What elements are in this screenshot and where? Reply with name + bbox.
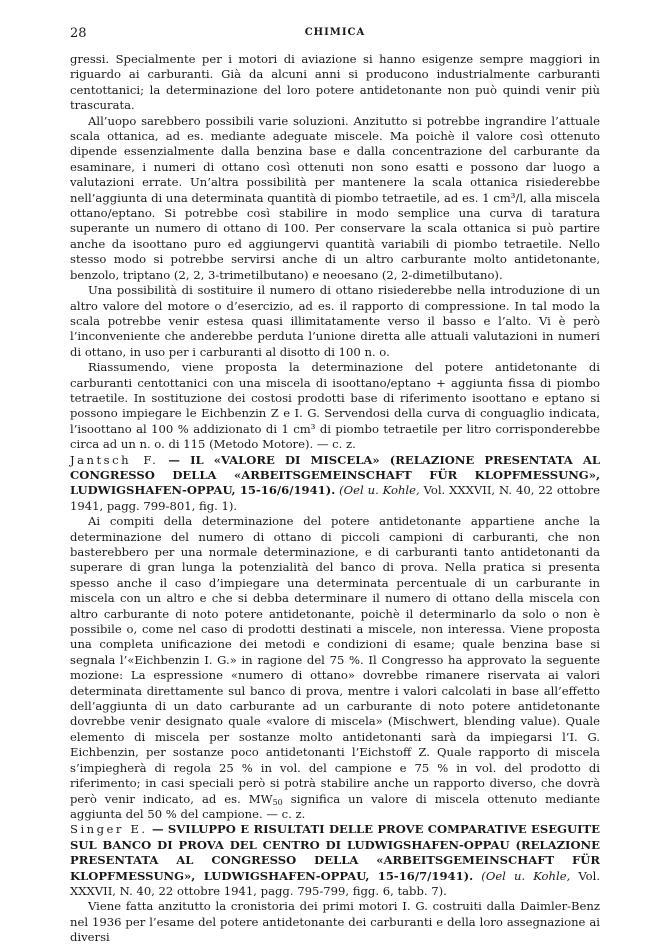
- paragraph: Una possibilità di sostituire il numero di ottano risiederebbe nella introduzione di un altro valore del motore o d’esercizio, ad es. il rapporto di compressione. In tal modo la scala potrebbe venir estesa quasi illimitatamente verso il basso e l’alto. Vi è però l’inconveniente che anderebbe perduta l’unione diretta alle attuali valutazioni in numeri di ottano, in uso per i carburanti al disotto di 100 n. o.: [70, 283, 600, 359]
- subscript: 50: [272, 797, 283, 807]
- page-number: 28: [70, 26, 87, 41]
- entry-author: Singer E.: [70, 822, 148, 837]
- entry-author: Jantsch F.: [70, 452, 159, 467]
- abstract-text: significa un valore di miscela ottenuto mediante aggiunta del 50 % del campione. — c. z.: [70, 791, 600, 821]
- abstract-text: Ai compiti della determinazione del potere antidetonante appartiene anche la determinazione del numero di ottano di piccoli campioni di carburanti, che non basterebbero per una normale determinazione, e di carburanti tanto antidetonanti da superare di gran lunga la potenzialità del banco di prova. Nella pratica si presenta spesso anche il caso d’impiegare una determinata percentuale di un carburante in miscela con un altro e che si debba determinare il numero di ottano della miscela con altro carburante di noto potere antidetonante, poichè il determinarlo da solo o non è possibile o, come nel caso di prodotti destinati a miscele, non interessa. Viene proposta una completa unificazione dei metodi e condizioni di esame; quale benzina base si segnala l’«Eichbenzin I. G.» in ragione del 75 %. Il Congresso ha approvato la seguente mozione: La espressione «numero di ottano» dovrebbe rimanere riservata ai valori determinata direttamente sul banco di prova, mentre i valori calcolati in base all’effetto dell’aggiunta di un dato carburante ad un carburante di noto potere antidetonante dovrebbe venir designato quale «valore di miscela» (Mischwert, blending value). Quale elemento di miscela per sostanze molto antidetonanti sarà da impiegarsi l’I. G. Eichbenzin, per sostanze poco antidetonanti l’Eichstoff Z. Quale rapporto di miscela s’impiegherà di regola 25 % in vol. del campione e 75 % in vol. del prodotto di riferimento; in casi speciali però si potrà stabilire anche un rapporto diverso, che dovrà però venir indicato, ad es. MW: [70, 514, 600, 806]
- entry-journal: (Oel u. Kohle,: [481, 868, 571, 883]
- paragraph: All’uopo sarebbero possibili varie soluzioni. Anzitutto si potrebbe ingrandire l’attuale scala ottanica, ad es. mediante adeguate miscele. Ma poichè il valore così ottenuto dipende essenzialmente dalla benzina base e dalla concentrazione del carburante da esaminare, i numeri di ottano così ottenuti non sono esatti e possono dar luogo a valutazioni errate. Un’altra possibilità per mantenere la scala ottanica risiederebbe nell’aggiunta di una determinata quantità di piombo tetraetile, ad es. 1 cm³/l, alla miscela ottano/eptano. Si potrebbe così stabilire in modo semplice una curva di taratura superante un numero di ottano di 100. Per conservare la scala ottanica si può partire anche da isoottano puro ed aggiungervi quantità variabili di piombo tetraetile. Nello stesso modo si potrebbe servirsi anche di un altro carburante molto antidetonante, benzolo, triptano (2, 2, 3-trimetilbutano) e neoesano (2, 2-dimetilbutano).: [70, 113, 600, 282]
- paragraph: Riassumendo, viene proposta la determinazione del potere antidetonante di carburanti centottanici con una miscela di isoottano/eptano + aggiunta fissa di piombo tetraetile. In sostituzione dei costosi prodotti base di riferimento isoottano e eptano si possono impiegare le Eichbenzin Z e I. G. Servendosi della curva di conguaglio indicata, l’isoottano al 100 % addizionato di 1 cm³ di piombo tetraetile per litro corrisponderebbe circa ad un n. o. di 115 (Metodo Motore). — c. z.: [70, 360, 600, 452]
- abstract-singer: Viene fatta anzitutto la cronistoria dei primi motori I. G. costruiti dalla Daimler-Benz nel 1936 per l’esame del potere antidetonante dei carburanti e della loro assegnazione ai diversi: [70, 899, 600, 945]
- entry-title: — IL «VALORE DI MISCELA» (RELAZIONE PRESENTATA AL CONGRESSO DELLA «ARBEITSGEMEINSCHAFT FÜR KLOPFMESSUNG», LUDWIGSHAFEN-OPPAU, 15-16/6/1941).: [70, 452, 600, 498]
- entry-journal: (Oel u. Kohle,: [339, 483, 420, 498]
- paragraph: gressi. Specialmente per i motori di aviazione si hanno esigenze sempre maggiori in riguardo ai carburanti. Già da alcuni anni si producono industrialmente carburanti centottanici; la determinazione del loro potere antidetonante non può quindi venir più trascurata.: [70, 52, 600, 113]
- entry-title: — SVILUPPO E RISULTATI DELLE PROVE COMPARATIVE ESEGUITE SUL BANCO DI PROVA DEL CENTRO DI LUDWIGSHAFEN-OPPAU (RELAZIONE PRESENTATA AL CONGRESSO DELLA «ARBEITSGEMEINSCHAFT FÜR KLOPFMESSUNG», LUDWIGSHAFEN-OPPAU, 15-16/7/1941).: [70, 822, 600, 883]
- text-column: [70, 52, 600, 946]
- entry-refs: Vol. XXXVII, N. 40, 22 ottobre 1941, pagg. 795-799, figg. 6, tabb. 7).: [70, 868, 601, 898]
- running-head: CHIMICA: [304, 27, 366, 38]
- bibliography-entry-jantsch: [70, 453, 600, 515]
- entry-refs: Vol. XXXVII, N. 40, 22 ottobre 1941, pagg. 799-801, fig. 1).: [70, 483, 601, 513]
- page-header: [70, 26, 600, 42]
- abstract-jantsch: [70, 514, 600, 822]
- bibliography-entry-singer: [70, 822, 600, 899]
